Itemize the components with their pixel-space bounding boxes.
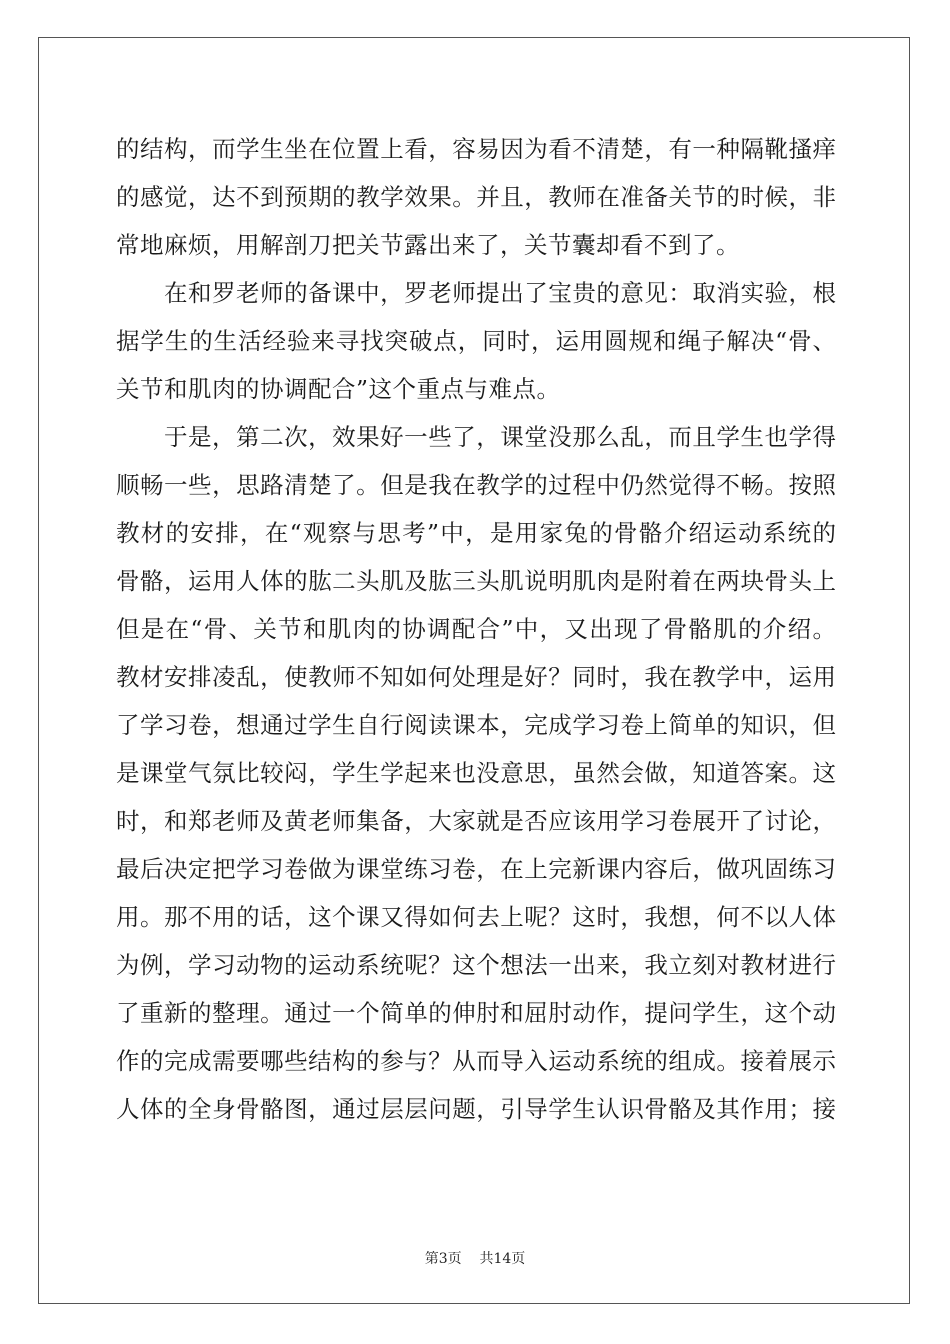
text-line: 是课堂气氛比较闷，学生学起来也没意思，虽然会做，知道答案。这 (116, 759, 836, 787)
paragraph-start-line: 在和罗老师的备课中，罗老师提出了宝贵的意见：取消实验，根 (164, 279, 836, 307)
text-line: 的结构，而学生坐在位置上看，容易因为看不清楚，有一种隔靴搔痒 (116, 135, 836, 163)
text-line: 但是在“骨、关节和肌肉的协调配合”中，又出现了骨骼肌的介绍。 (116, 615, 836, 643)
text-line: 关节和肌肉的协调配合”这个重点与难点。 (116, 375, 561, 403)
text-line: 教材安排凌乱，使教师不知如何处理是好？同时，我在教学中，运用 (116, 663, 836, 691)
document-body (116, 125, 836, 1133)
text-line: 骨骼，运用人体的肱二头肌及肱三头肌说明肌肉是附着在两块骨头上 (116, 567, 836, 595)
text-line: 人体的全身骨骼图，通过层层问题，引导学生认识骨骼及其作用；接 (116, 1095, 836, 1123)
text-line: 的感觉，达不到预期的教学效果。并且，教师在准备关节的时候，非 (116, 183, 836, 211)
text-line: 用。那不用的话，这个课又得如何去上呢？这时，我想，何不以人体 (116, 903, 836, 931)
text-line: 教材的安排，在“观察与思考”中，是用家兔的骨骼介绍运动系统的 (116, 519, 836, 547)
text-line: 为例，学习动物的运动系统呢？这个想法一出来，我立刻对教材进行 (116, 951, 836, 979)
text-line: 最后决定把学习卷做为课堂练习卷，在上完新课内容后，做巩固练习 (116, 855, 836, 883)
text-line: 了重新的整理。通过一个简单的伸肘和屈肘动作，提问学生，这个动 (116, 999, 836, 1027)
text-line: 了学习卷，想通过学生自行阅读课本，完成学习卷上简单的知识，但 (116, 711, 836, 739)
text-line: 顺畅一些，思路清楚了。但是我在教学的过程中仍然觉得不畅。按照 (116, 471, 836, 499)
text-line: 常地麻烦，用解剖刀把关节露出来了，关节囊却看不到了。 (116, 231, 740, 259)
text-line: 据学生的生活经验来寻找突破点，同时，运用圆规和绳子解决“骨、 (116, 327, 836, 355)
page-footer (0, 1248, 950, 1268)
text-line: 时，和郑老师及黄老师集备，大家就是否应该用学习卷展开了讨论， (116, 807, 836, 835)
page-total: 共14页 (479, 1251, 526, 1267)
paragraph-start-line: 于是，第二次，效果好一些了，课堂没那么乱，而且学生也学得 (164, 423, 836, 451)
text-line: 作的完成需要哪些结构的参与？从而导入运动系统的组成。接着展示 (116, 1047, 836, 1075)
page-number: 第3页 (424, 1251, 462, 1267)
